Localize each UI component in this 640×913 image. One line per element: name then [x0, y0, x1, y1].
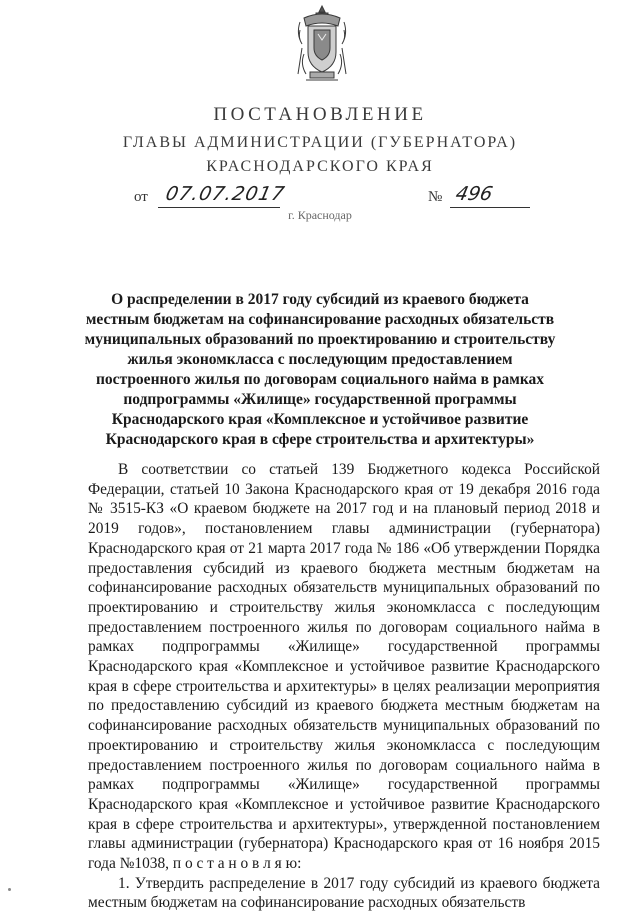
clause-1-paragraph: 1. Утвердить распределение в 2017 году субсидий из краевого бюджета местным бюджетам на софинансирование расходных обязательств: [88, 874, 600, 912]
coat-of-arms-emblem: [294, 4, 350, 84]
resolve-word: п о с т а н о в л я ю:: [172, 855, 302, 873]
decree-date: 07.07.2017: [163, 183, 288, 205]
number-label: №: [428, 189, 443, 205]
preamble-paragraph: [88, 460, 600, 874]
city-label: г. Краснодар: [288, 208, 352, 222]
decree-title: О распределении в 2017 году субсидий из краевого бюджета местным бюджетам на софинансирование расходных обязательств муниципальных образований по проектированию и строительству жилья экономкласса с последующим предоставлением построенного жилья по договорам социального найма в рамках подпрограммы «Жилище» государственной программы Краснодарского края «Комплексное и устойчивое развитие Краснодарского края в сфере строительства и архитектуры»: [84, 291, 556, 448]
decree-number: 496: [453, 183, 495, 205]
scan-speck: [8, 888, 11, 891]
region-heading: КРАСНОДАРСКОГО КРАЯ: [206, 158, 434, 175]
preamble-text: В соответствии со статьей 139 Бюджетного кодекса Российской Федерации, статьей 10 Закона Краснодарского края от 19 декабря 2016 года № 3515-КЗ «О краевом бюджете на 2017 год и на плановый период 2018 и 2019 годов», постановлением главы администрации (губернатора) Краснодарского края от 21 марта 2017 года № 186 «Об утверждении Порядка предоставления субсидий из краевого бюджета местным бюджетам на софинансирование расходных обязательств муниципальных образований по проектированию и строительству жилья экономкласса с последующим предоставлением построенного жилья по договорам социального найма в рамках подпрограммы «Жилище» государственной программы Краснодарского края «Комплексное и устойчивое развитие Краснодарского края в сфере строительства и архитектуры» в целях реализации мероприятия по предоставлению субсидий из краевого бюджета местным бюджетам на софинансирование расходных обязательств муниципальных образований по проектированию и строительству жилья экономкласса с последующим предоставлением построенного жилья по договорам социального найма в рамках подпрограммы «Жилище» государственной программы Краснодарского края «Комплексное и устойчивое развитие Краснодарского края в сфере строительства и архитектуры», утвержденной постановлением главы администрации (губернатора) Краснодарского края от 16 ноября 2015 года №1038,: [88, 461, 600, 873]
decree-body: [88, 460, 600, 913]
date-label: от: [134, 189, 148, 205]
document-type-heading: ПОСТАНОВЛЕНИЕ: [213, 104, 427, 125]
issuer-heading: ГЛАВЫ АДМИНИСТРАЦИИ (ГУБЕРНАТОРА): [122, 134, 518, 151]
